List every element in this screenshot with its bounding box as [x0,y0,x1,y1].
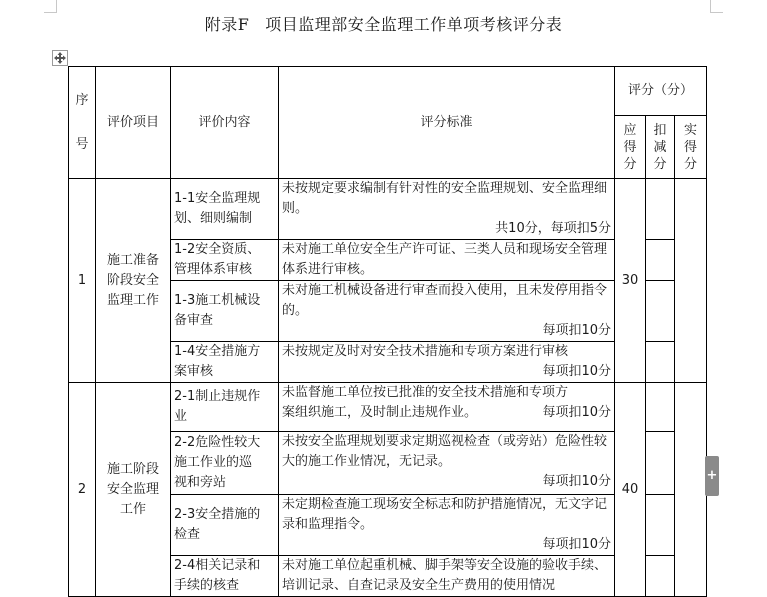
row-standard: 未对施工单位安全生产许可证、三类人员和现场安全管理体系进行审核。 [279,240,615,281]
deduct-cell[interactable] [646,281,675,342]
deduct-cell[interactable] [646,240,675,281]
row-standard: 未对施工机械设备进行审查而投入使用，且未发停用指令的。 每项扣10分 [279,281,615,342]
row-content: 1-2安全资质、 管理体系审核 [171,240,279,281]
table-row [69,383,707,432]
title-main: 项目监理部安全监理工作单项考核评分表 [265,15,563,34]
title-prefix: 附录F [204,15,250,34]
deduct-cell[interactable] [646,432,675,495]
row-standard: 未按安全监理规划要求定期巡视检查（或旁站）危险性较大的施工作业情况，无记录。 每项扣10分 [279,432,615,495]
deduct-cell[interactable] [646,495,675,556]
deduct-cell[interactable] [646,383,675,432]
header-deduct-score: 扣 减 分 [646,116,675,179]
row-content: 1-3施工机械设 备审查 [171,281,279,342]
section-no: 2 [69,383,96,597]
section-score: 40 [615,383,646,597]
row-standard: 未定期检查施工现场安全标志和防护措施情况，无文字记录和监理指令。 每项扣10分 [279,495,615,556]
row-content: 2-3安全措施的 检查 [171,495,279,556]
deduct-cell[interactable] [646,342,675,383]
actual-cell[interactable] [675,383,707,597]
header-score-group: 评分（分） [615,67,707,116]
row-standard: 未监督施工单位按已批准的安全技术措施和专项方 案组织施工，及时制止违规作业。 每项扣10分 [279,383,615,432]
score-table [68,66,707,597]
header-actual-score: 实 得 分 [675,116,707,179]
row-standard: 未对施工单位起重机械、脚手架等安全设施的验收手续、培训记录、自查记录及安全生产费用的使用情况 [279,556,615,597]
row-content: 2-2危险性较大 施工作业的巡 视和旁站 [171,432,279,495]
row-content: 1-4安全措施方 案审核 [171,342,279,383]
row-content: 2-4相关记录和 手续的核查 [171,556,279,597]
table-row [69,179,707,240]
header-standard: 评分标准 [279,67,615,179]
section-item: 施工阶段 安全监理 工作 [96,383,171,597]
header-content: 评价内容 [171,67,279,179]
actual-cell[interactable] [675,179,707,383]
deduct-cell[interactable] [646,179,675,240]
table-move-handle-icon[interactable] [52,50,68,66]
row-standard: 未按规定及时对安全技术措施和专项方案进行审核 每项扣10分 [279,342,615,383]
section-no: 1 [69,179,96,383]
row-content: 2-1制止违规作 业 [171,383,279,432]
header-seq: 序 号 [69,67,96,179]
header-should-score: 应 得 分 [615,116,646,179]
section-item: 施工准备 阶段安全 监理工作 [96,179,171,383]
deduct-cell[interactable] [646,556,675,597]
header-row-1 [69,67,707,116]
section-score: 30 [615,179,646,383]
header-item: 评价项目 [96,67,171,179]
row-standard: 未按规定要求编制有针对性的安全监理规划、安全监理细则。 共10分，每项扣5分 [279,179,615,240]
row-content: 1-1安全监理规 划、细则编制 [171,179,279,240]
document-title [0,12,767,35]
table-resize-handle[interactable]: + [705,456,719,496]
